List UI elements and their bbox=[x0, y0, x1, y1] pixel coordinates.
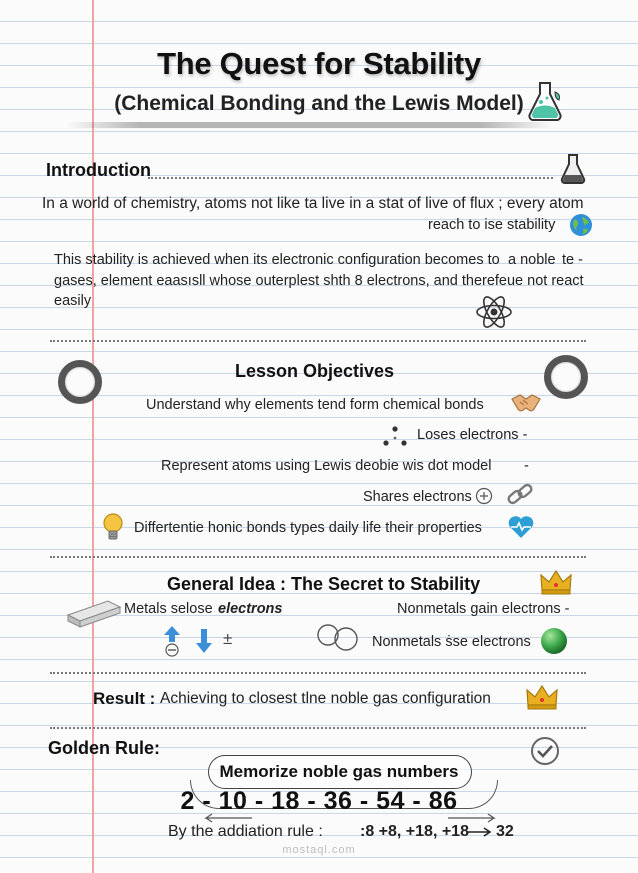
memo-text: Memorize noble gas numbers bbox=[219, 762, 459, 781]
introduction-heading: Introduction bbox=[46, 160, 151, 180]
page-subtitle: (Chemical Bonding and the Lewis Model) bbox=[114, 92, 524, 115]
nonmetals-gain-text: Nonmetals gain electrons - bbox=[397, 601, 570, 617]
flask-icon bbox=[527, 80, 563, 122]
intro-para2-line-1-end: te - bbox=[562, 252, 583, 268]
overlapping-circles-icon bbox=[313, 622, 363, 652]
objective-item-1: Understand why elements tend form chemical bonds bbox=[146, 397, 484, 413]
intro-para2-line-3: easily bbox=[54, 293, 92, 309]
intro-para2-line-2: gases, element eaasısll whose outerplest shth 8 electrons, and therefeue not react bbox=[54, 273, 584, 289]
intro-line-2: reach to ise stability bbox=[428, 217, 556, 233]
divider-dots bbox=[50, 727, 586, 729]
addition-rule-values: :8 +8, +18, +18 bbox=[360, 823, 469, 840]
objective-item-5: Differtentie honic bonds types daily life their properties bbox=[134, 520, 482, 536]
plus-circle-icon bbox=[475, 487, 493, 505]
checkmark-circle-icon bbox=[529, 735, 561, 767]
metals-text: Metals selose bbox=[124, 601, 213, 617]
metal-bar-icon bbox=[64, 597, 124, 629]
metals-text-tail: electrons bbox=[218, 601, 283, 617]
objective-item-2: Loses electrons - bbox=[417, 427, 528, 443]
ring-icon-right bbox=[544, 355, 588, 399]
addition-rule-label: By the addiation rule : bbox=[168, 823, 323, 840]
page-title: The Quest for Stability bbox=[157, 46, 481, 81]
chain-link-icon bbox=[505, 480, 535, 510]
addition-rule-result: 32 bbox=[496, 823, 514, 840]
electron-dots-icon bbox=[381, 425, 409, 447]
intro-para2-line-1-tail: a noble bbox=[508, 252, 556, 268]
heart-icon bbox=[506, 514, 536, 540]
objective-item-3-dash: - bbox=[524, 458, 529, 474]
divider-dots bbox=[50, 340, 586, 342]
arrow-down-icon bbox=[194, 627, 214, 655]
atom-icon bbox=[474, 292, 514, 332]
crown-icon bbox=[525, 683, 559, 713]
arrow-up-minus-icon bbox=[161, 624, 183, 658]
globe-icon bbox=[569, 213, 593, 237]
objective-item-4: Shares electrons bbox=[363, 489, 472, 505]
noble-gas-numbers: 2 - 10 - 18 - 36 - 54 - 86 bbox=[180, 787, 458, 815]
watermark: mostaql.com bbox=[282, 844, 356, 856]
divider-dots bbox=[50, 672, 586, 674]
title-underline bbox=[66, 122, 554, 128]
handshake-icon bbox=[510, 391, 542, 415]
golden-rule-heading: Golden Rule: bbox=[48, 738, 160, 758]
crown-icon bbox=[539, 568, 573, 596]
divider-dots bbox=[148, 177, 553, 179]
divider-dots bbox=[50, 556, 586, 558]
green-sphere-icon bbox=[539, 626, 569, 656]
result-label: Result : bbox=[93, 689, 156, 708]
intro-para2-line-1: This stability is achieved when its electronic configuration becomes to bbox=[54, 252, 500, 268]
flask-icon-small bbox=[560, 153, 586, 185]
objectives-heading: Lesson Objectives bbox=[235, 361, 395, 381]
objective-item-3: Represent atoms using Lewis deobie wis dot model bbox=[161, 458, 492, 474]
plus-minus-sign: ± bbox=[223, 629, 233, 648]
nonmetals-share-text: Nonmetals ṡse electrons bbox=[372, 634, 531, 650]
arrow-right-icon bbox=[464, 826, 494, 838]
lightbulb-icon bbox=[102, 512, 124, 544]
result-text: Achieving to closest tlne noble gas configuration bbox=[160, 690, 491, 707]
intro-line-1: In a world of chemistry, atoms not like ta live in a stat of live of flux ; every atom bbox=[42, 195, 584, 212]
general-idea-heading: General Idea : The Secret to Stability bbox=[167, 574, 481, 594]
ring-icon-left bbox=[58, 360, 102, 404]
